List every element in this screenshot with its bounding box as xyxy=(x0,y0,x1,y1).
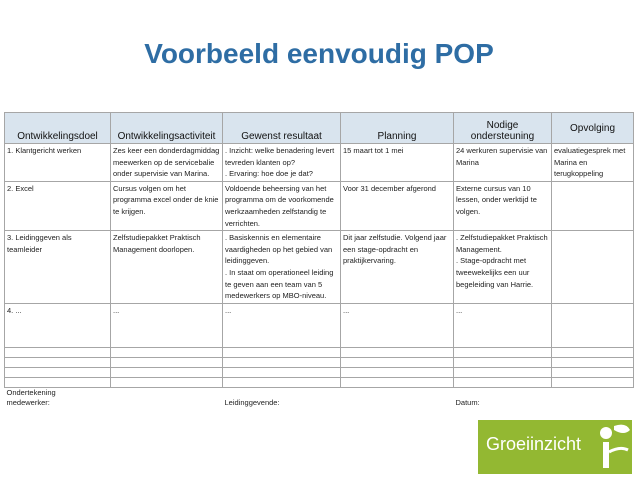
table-cell: ... xyxy=(111,303,223,347)
table-cell: Dit jaar zelfstudie. Volgend jaar een stage-opdracht en praktijkervaring. xyxy=(341,231,454,304)
table-row xyxy=(5,144,634,182)
empty-row xyxy=(5,347,634,357)
table-cell: . Inzicht: welke benadering levert tevreden klanten op? . Ervaring: hoe doe je dat? xyxy=(223,144,341,182)
page-title: Voorbeeld eenvoudig POP xyxy=(144,38,494,69)
signature-label: Ondertekening xyxy=(6,387,56,397)
table-cell: 2. Excel xyxy=(5,181,111,230)
table-cell: Voldoende beheersing van het programma om de voorkomende werkzaamheden zelfstandig te verrichten. xyxy=(223,181,341,230)
empty-row xyxy=(5,357,634,367)
header-ontwikkelingsactiviteit: Ontwikkelingsactiviteit xyxy=(111,113,223,144)
signature-employee: medewerker: xyxy=(6,397,50,407)
table-cell: 3. Leidinggeven als teamleider xyxy=(5,231,111,304)
header-opvolging: Opvolging xyxy=(552,113,634,144)
table-cell: evaluatiegesprek met Marina en terugkoppeling xyxy=(552,144,634,182)
table-cell: Cursus volgen om het programma excel onder de knie te krijgen. xyxy=(111,181,223,230)
table-cell: . Basiskennis en elementaire vaardigheden op het gebied van leidinggeven. . In staat om operationeel leiding te geven aan een team van 5 medewerkers op MBO-niveau. xyxy=(223,231,341,304)
table-cell xyxy=(552,303,634,347)
table-cell: 24 werkuren supervisie van Marina xyxy=(454,144,552,182)
signature-row xyxy=(5,387,634,398)
header-ontwikkelingsdoel: Ontwikkelingsdoel xyxy=(5,113,111,144)
table-row xyxy=(5,303,634,347)
table-cell: ... xyxy=(223,303,341,347)
table-cell: 15 maart tot 1 mei xyxy=(341,144,454,182)
table-row xyxy=(5,181,634,230)
table-cell xyxy=(552,181,634,230)
table-cell: ... xyxy=(341,303,454,347)
table-row xyxy=(5,231,634,304)
header-gewenst-resultaat: Gewenst resultaat xyxy=(223,113,341,144)
table-cell xyxy=(552,231,634,304)
table-cell: 4. ... xyxy=(5,303,111,347)
table-cell: Zes keer een donderdagmiddag meewerken op de servicebalie onder supervisie van Marina. xyxy=(111,144,223,182)
header-planning: Planning xyxy=(341,113,454,144)
logo-text: Groeiinzicht xyxy=(486,434,582,454)
table-cell: Externe cursus van 10 lessen, onder werktijd te volgen. xyxy=(454,181,552,230)
table-cell: Zelfstudiepakket Praktisch Management doorlopen. xyxy=(111,231,223,304)
table-cell: ... xyxy=(454,303,552,347)
header-row xyxy=(5,113,634,144)
sprout-icon xyxy=(592,420,632,474)
table-cell: Voor 31 december afgerond xyxy=(341,181,454,230)
signature-date: Datum: xyxy=(455,397,480,407)
groeiinzicht-logo xyxy=(478,420,632,474)
pop-table xyxy=(4,112,634,408)
table-cell: . Zelfstudiepakket Praktisch Management. . Stage-opdracht met tweewekelijks een uur begeleiding van Harrie. xyxy=(454,231,552,304)
signature-manager: Leidinggevende: xyxy=(224,397,280,407)
table-cell: 1. Klantgericht werken xyxy=(5,144,111,182)
empty-row xyxy=(5,367,634,377)
empty-row xyxy=(5,377,634,387)
header-nodige-ondersteuning: Nodige ondersteuning xyxy=(454,113,552,144)
signature-fields-row xyxy=(5,398,634,408)
